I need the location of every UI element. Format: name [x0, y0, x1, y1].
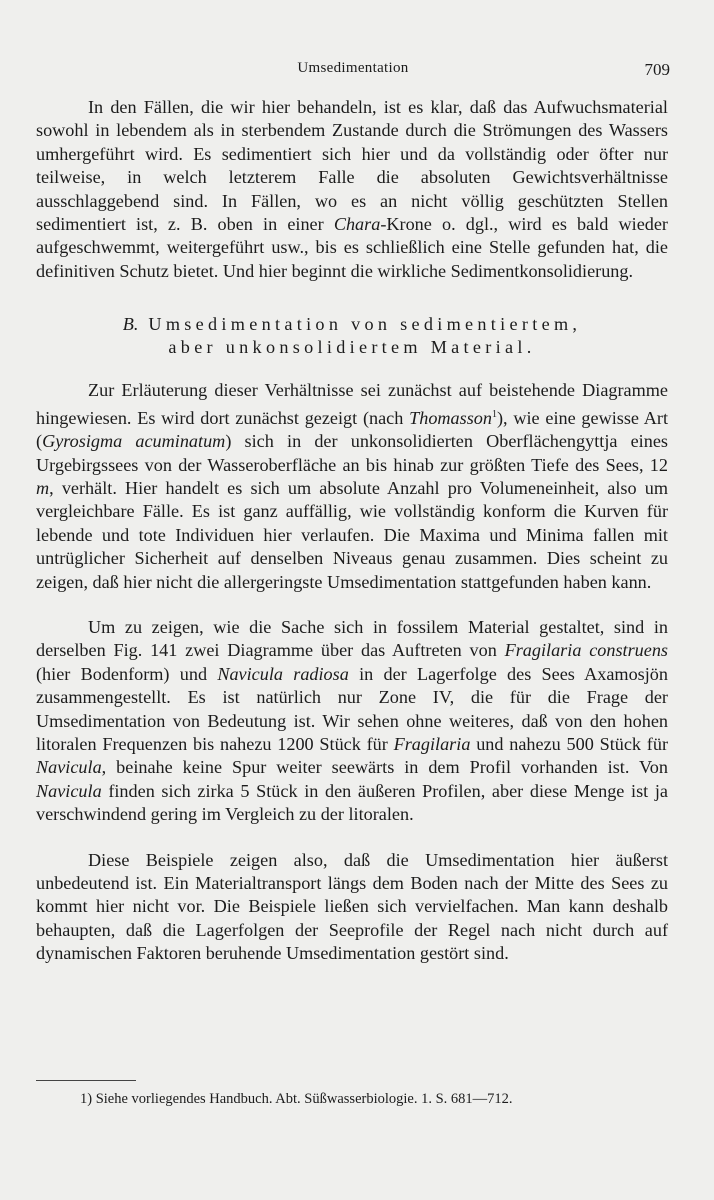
footnote — [80, 1090, 680, 1108]
unit-m: m — [36, 477, 50, 498]
footnote-text: Siehe vorliegendes Handbuch. Abt. Süßwasserbiologie. 1. S. 681—712. — [95, 1091, 513, 1107]
section-heading — [36, 313, 668, 359]
section-heading-line-2: aber unkonsolidiertem Material. — [168, 337, 536, 358]
page-number: 709 — [644, 60, 670, 79]
paragraph-2: Zur Erläuterung dieser Verhältnisse sei zunächst auf beistehende Diagramme hingewiesen. Es wird dort zunächst gezeigt (nach Thomasson$^1$), wie eine gewisse Art (Gyrosigma acuminatum) sich in der unkonsolidierten Oberflächengyttja eines Urgebirgssees von der Wasseroberfläche an bis hinab zur größten Tiefe des Sees, 12 m, verhält. Hier handelt es sich um absolute Anzahl pro Volumeneinheit, also um vergleichbare Fälle. Es ist ganz auffällig, wie vollständig konform die Kurven für lebende und tote Individuen hier verlaufen. Die Maxima und Minima fallen mit untrüglicher Sicherheit auf denselben Niveaus genau zusammen. Dies scheint zu zeigen, daß hier nicht die allergeringste Umsedimentation stattgefunden haben kann. — [36, 380, 669, 592]
species-fragilaria: Fragilaria construens — [504, 640, 669, 661]
footnote-marker: 1) — [80, 1091, 93, 1107]
author-thomasson: Thomasson — [409, 407, 492, 428]
section-letter: B. — [122, 314, 139, 335]
page-header — [36, 60, 670, 84]
text-body — [36, 96, 668, 966]
running-title: Umsedimentation — [297, 60, 409, 76]
species-navicula: Navicula radiosa — [217, 663, 349, 684]
paragraph-4: Diese Beispiele zeigen also, daß die Umsedimentation hier äußerst unbedeutend ist. Ein Materialtransport längs dem Boden nach der Mitte des Sees zu kommt hier nicht vor. Die Beispiele ließen sich vervielfachen. Man kann deshalb behaupten, daß die Lagerfolgen der Seeprofile der Regel nach nicht durch auf dynamischen Faktoren beruhende Umsedimentation gestört sind. — [36, 849, 668, 964]
footnote-rule — [36, 1080, 136, 1081]
footnote-ref: 1 — [492, 408, 497, 420]
paragraph-3: Um zu zeigen, wie die Sache sich in fossilem Material gestaltet, sind in derselben Fig. 141 zwei Diagramme über das Auftreten von Fragilaria construens (hier Bodenform) und Navicula radiosa in der Lagerfolge des Sees Axamosjön zusammengestellt. Es ist natürlich nur Zone IV, die für die Frage der Umsedimentation von Bedeutung ist. Wir sehen ohne weiteres, daß von den hohen litoralen Frequenzen bis nahezu 1200 Stück für Fragilaria und nahezu 500 Stück für Navicula, beinahe keine Spur weiter seewärts in dem Profil vorhanden ist. Von Navicula finden sich zirka 5 Stück in den äußeren Profilen, aber diese Menge ist ja verschwindend gering im Vergleich zu der litoralen. — [36, 616, 669, 825]
species-gyrosigma: Gyrosigma acuminatum — [42, 431, 226, 452]
species-chara: Chara — [333, 214, 381, 235]
paragraph-1: In den Fällen, die wir hier behandeln, ist es klar, daß das Aufwuchsmaterial sowohl in lebendem als in sterbendem Zustande durch die Strömungen des Wassers umhergeführt wird. Es sedimentiert sich hier und da vollständig oder öfter nur teilweise, in welch letzterem Falle die absoluten Gewichtsverhältnisse ausschlaggebend sind. In Fällen, wo es an nicht völlig geschützten Stellen sedimentiert ist, z. B. oben in einer Chara-Krone o. dgl., wird es bald wieder aufgeschwemmt, weitergeführt usw., bis es schließlich eine Stelle gefunden hat, die definitiven Schutz bietet. Und hier beginnt die wirkliche Sedimentkonsolidierung. — [36, 97, 668, 281]
section-heading-line-1: B. Umsedimentation von sedimentiertem, — [122, 314, 582, 335]
